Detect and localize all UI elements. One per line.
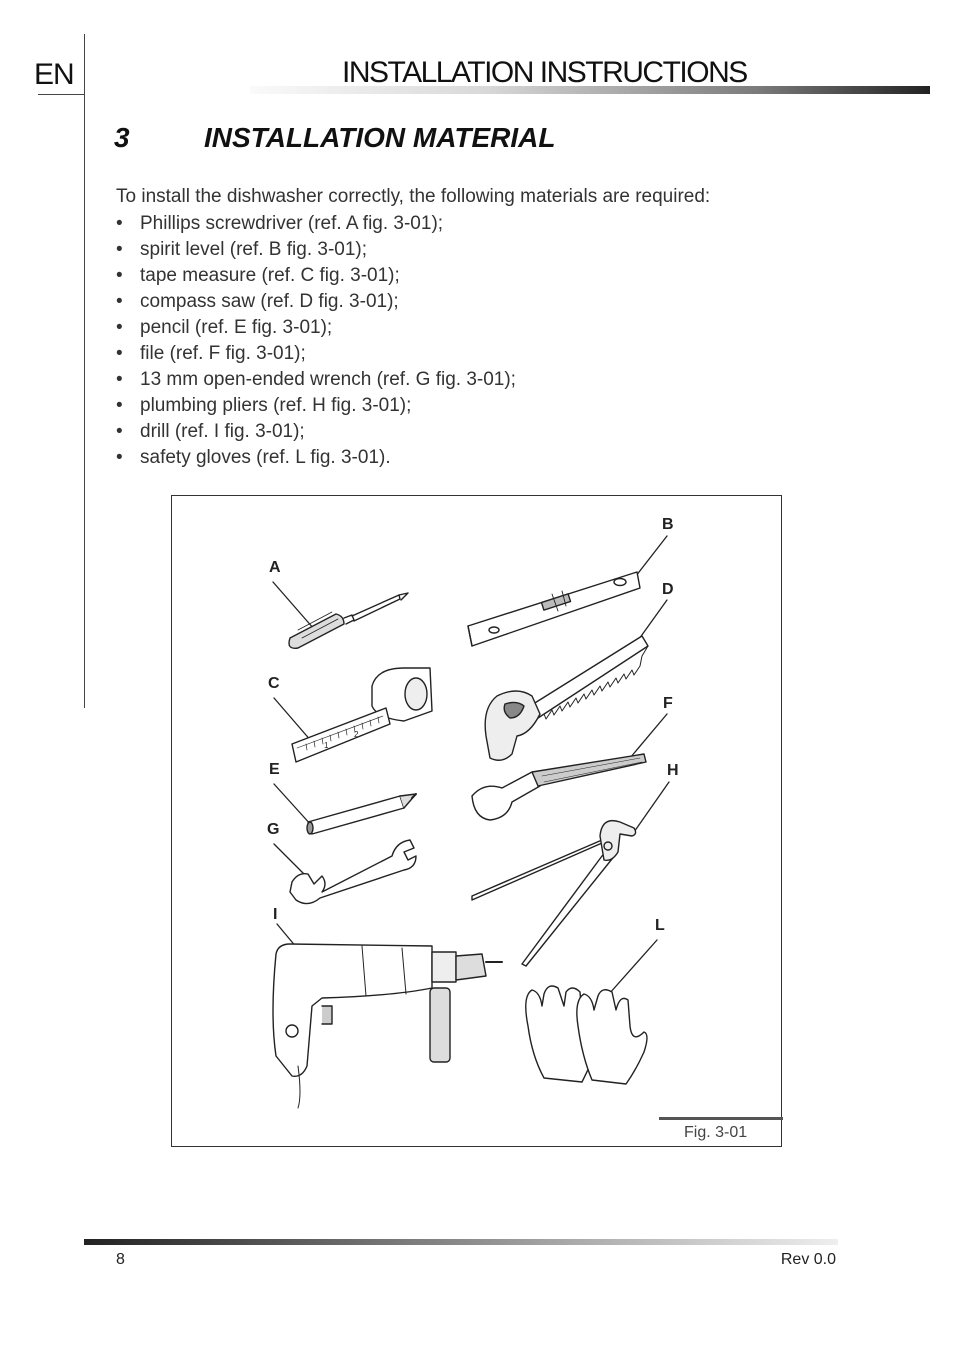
margin-rule bbox=[84, 34, 85, 708]
wrench-icon bbox=[290, 840, 416, 904]
material-text: pencil (ref. E fig. 3-01); bbox=[140, 317, 333, 338]
page-title: INSTALLATION INSTRUCTIONS bbox=[342, 56, 747, 89]
list-item bbox=[116, 315, 516, 341]
materials-list bbox=[116, 211, 516, 471]
figure-caption: Fig. 3-01 bbox=[684, 1124, 748, 1141]
bullet: • bbox=[116, 291, 123, 312]
material-text: safety gloves (ref. L fig. 3-01). bbox=[140, 447, 391, 468]
list-item bbox=[116, 289, 516, 315]
pencil-icon bbox=[307, 794, 416, 834]
section-heading bbox=[114, 122, 556, 154]
bullet: • bbox=[116, 447, 123, 468]
label-e: E bbox=[269, 761, 280, 778]
tape-mark-1: 1 bbox=[324, 741, 329, 750]
material-text: plumbing pliers (ref. H fig. 3-01); bbox=[140, 395, 412, 416]
caption-rule bbox=[659, 1117, 783, 1120]
bullet: • bbox=[116, 343, 123, 364]
list-item bbox=[116, 445, 516, 471]
bullet: • bbox=[116, 239, 123, 260]
spirit-level-icon bbox=[468, 572, 640, 646]
label-a: A bbox=[269, 559, 281, 576]
label-c: C bbox=[268, 675, 280, 692]
bullet: • bbox=[116, 265, 123, 286]
material-text: compass saw (ref. D fig. 3-01); bbox=[140, 291, 399, 312]
bullet: • bbox=[116, 213, 123, 234]
tape-mark-2: 2 bbox=[354, 730, 359, 739]
bullet: • bbox=[116, 395, 123, 416]
tools-figure bbox=[171, 495, 782, 1147]
intro-text: To install the dishwasher correctly, the following materials are required: bbox=[116, 186, 711, 207]
list-item bbox=[116, 419, 516, 445]
label-f: F bbox=[663, 695, 673, 712]
tools-illustration bbox=[172, 496, 783, 1148]
revision-label: Rev 0.0 bbox=[780, 1251, 836, 1268]
label-g: G bbox=[267, 821, 280, 838]
material-text: spirit level (ref. B fig. 3-01); bbox=[140, 239, 368, 260]
language-underline bbox=[38, 94, 84, 95]
list-item bbox=[116, 393, 516, 419]
material-text: Phillips screwdriver (ref. A fig. 3-01); bbox=[140, 213, 444, 234]
material-text: tape measure (ref. C fig. 3-01); bbox=[140, 265, 400, 286]
tape-measure-icon bbox=[292, 668, 432, 762]
file-icon bbox=[472, 754, 646, 820]
material-text: drill (ref. I fig. 3-01); bbox=[140, 421, 305, 442]
label-h: H bbox=[667, 762, 679, 779]
list-item bbox=[116, 237, 516, 263]
bullet: • bbox=[116, 421, 123, 442]
label-i: I bbox=[273, 906, 278, 923]
label-b: B bbox=[662, 516, 674, 533]
section-number: 3 bbox=[114, 122, 130, 153]
bullet: • bbox=[116, 317, 123, 338]
list-item bbox=[116, 367, 516, 393]
material-text: file (ref. F fig. 3-01); bbox=[140, 343, 306, 364]
compass-saw-icon bbox=[485, 636, 648, 760]
language-code: EN bbox=[34, 58, 74, 91]
page-number: 8 bbox=[116, 1251, 125, 1268]
section-title: INSTALLATION MATERIAL bbox=[204, 122, 556, 153]
footer-gradient-bar bbox=[84, 1239, 838, 1245]
bullet: • bbox=[116, 369, 123, 390]
list-item bbox=[116, 341, 516, 367]
pliers-icon bbox=[472, 821, 636, 966]
label-l: L bbox=[655, 917, 665, 934]
list-item bbox=[116, 211, 516, 237]
drill-icon bbox=[273, 944, 502, 1108]
label-d: D bbox=[662, 581, 674, 598]
gloves-icon bbox=[526, 986, 647, 1084]
material-text: 13 mm open-ended wrench (ref. G fig. 3-01); bbox=[140, 369, 516, 390]
list-item bbox=[116, 263, 516, 289]
